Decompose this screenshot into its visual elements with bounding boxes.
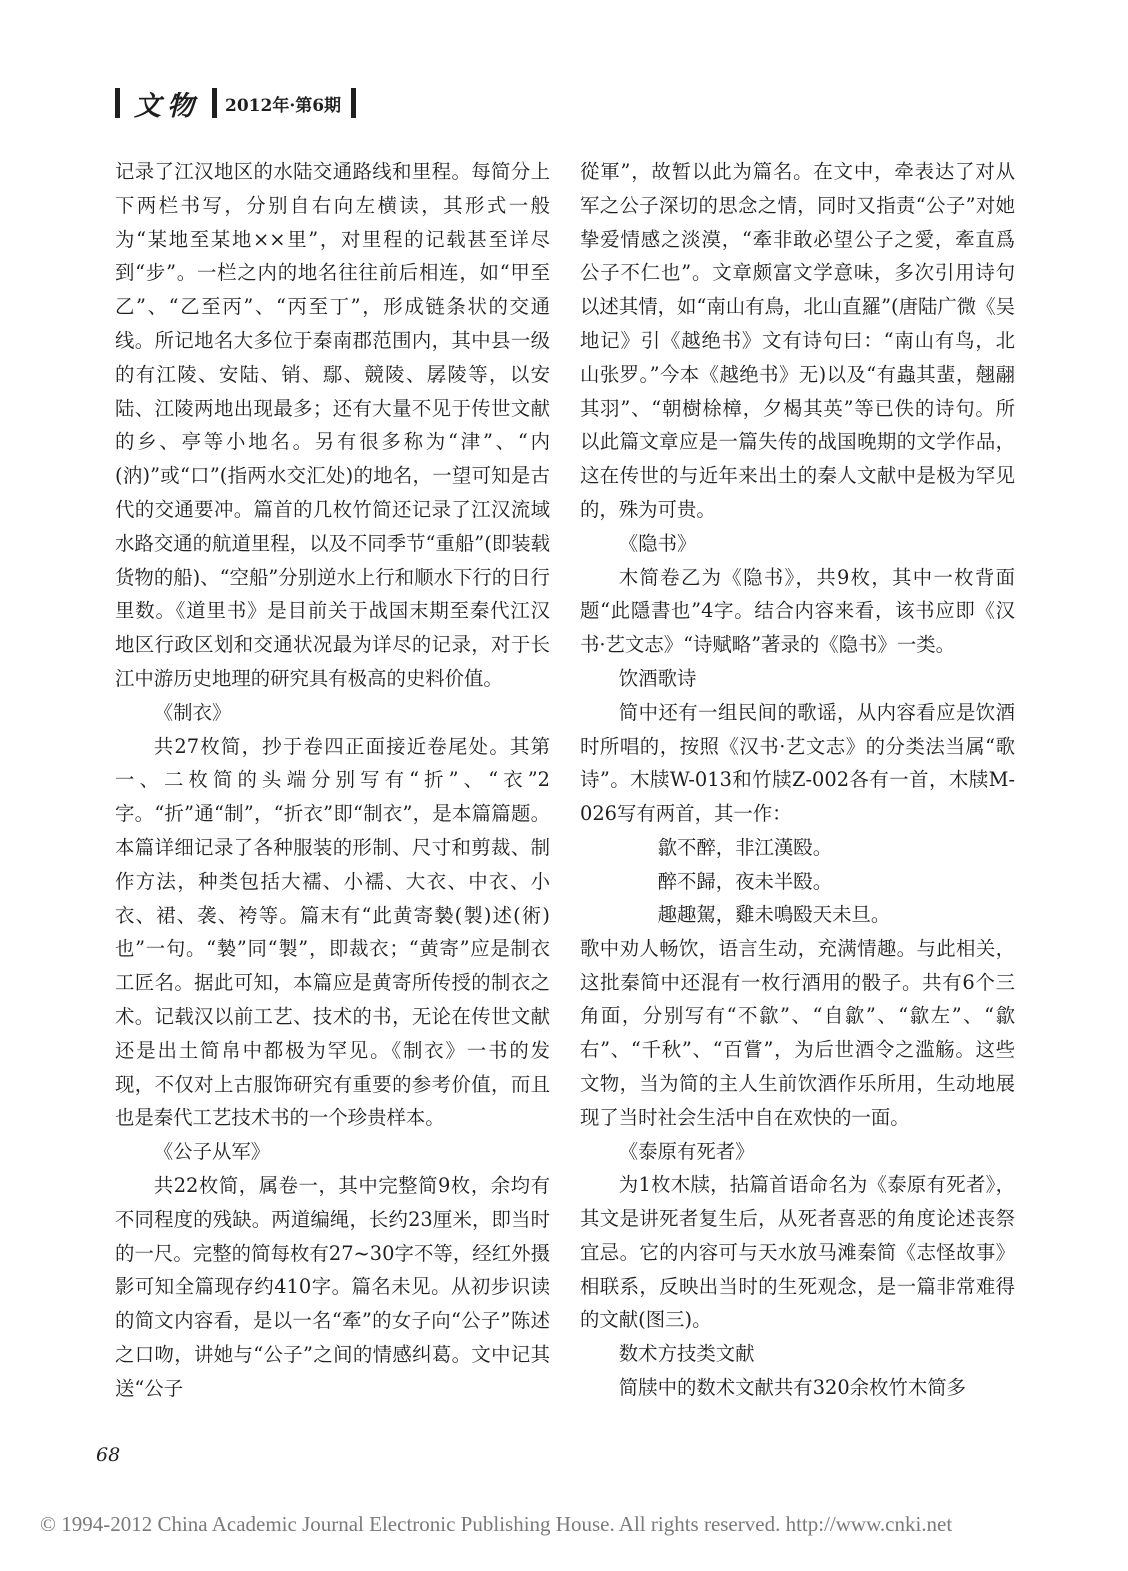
header-bar-right	[351, 88, 356, 118]
left-column	[115, 155, 550, 1405]
paragraph: 为1枚木牍，拈篇首语命名为《泰原有死者》，其文是讲死者复生后，从死者喜恶的角度论述丧祭宜忌。它的内容可与天水放马滩秦简《志怪故事》相联系，反映出当时的生死观念，是一篇非常难得的文献(图三)。	[580, 1173, 1015, 1332]
section-heading: 《公子从军》	[153, 1140, 271, 1164]
header-bar-left	[115, 88, 120, 118]
poem-line: 趣趣駕，雞未鳴殹天未旦。	[657, 903, 891, 927]
section-heading: 数术方技类文献	[618, 1342, 755, 1366]
journal-name: 文物	[134, 90, 200, 122]
poem-line: 歙不醉，非江漢殹。	[657, 835, 833, 859]
right-column	[580, 155, 1015, 1405]
header-bar-middle	[212, 88, 217, 118]
page-number: 68	[96, 1444, 121, 1466]
section-heading: 《隐书》	[618, 531, 697, 555]
section-heading: 《制衣》	[153, 700, 232, 724]
section-heading: 《泰原有死者》	[618, 1139, 755, 1163]
paragraph: 共22枚简，属卷一，其中完整简9枚，余均有不同程度的残缺。两道编绳，长约23厘米，即当时的一尺。完整的简每枚有27~30字不等，经红外摄影可知全篇现存约410字。篇名未见。从初步识读的简文内容看，是以一名“牽”的女子向“公子”陈述之口吻，讲她与“公子”之间的情感纠葛。文中记其送“公子	[115, 1173, 550, 1400]
paragraph: 共27枚简，抄于卷四正面接近卷尾处。其第一、二枚简的头端分别写有“折”、“衣”2字。“折”通“制”，“折衣”即“制衣”，是本篇篇题。本篇详细记录了各种服装的形制、尺寸和剪裁、制作方法，种类包括大襦、小襦、大衣、中衣、小衣、裙、袭、袴等。篇末有“此黄寄褺(製)述(術)也”一句。“褺”同“製”，即裁衣；“黄寄”应是制衣工匠名。据此可知，本篇应是黄寄所传授的制衣之术。记载汉以前工艺、技术的书，无论在传世文献还是出土简帛中都极为罕见。《制衣》一书的发现，不仅对上古服饰研究有重要的参考价值，而且也是秦代工艺技术书的一个珍贵样本。	[115, 734, 550, 1130]
paragraph: 木简卷乙为《隐书》，共9枚，其中一枚背面题“此隱書也”4字。结合内容来看，该书应即《汉书·艺文志》“诗赋略”著录的《隐书》一类。	[580, 565, 1015, 657]
section-heading: 饮酒歌诗	[618, 666, 697, 690]
paragraph: 從軍”，故暂以此为篇名。在文中，牵表达了对从军之公子深切的思念之情，同时又指责“公子”对她挚爱情感之淡漠，“牽非敢必望公子之愛，牽直爲公子不仁也”。文章颇富文学意味，多次引用诗句以述其情，如“南山有鳥，北山直羅”(唐陆广微《吴地记》引《越绝书》文有诗句曰：“南山有鸟，北山张罗。”今本《越绝书》无)以及“有蟲其蜚，翹翮其羽”、“朝樹梌樟，夕楬其英”等已佚的诗句。所以此篇文章应是一篇失传的战国晚期的文学作品，这在传世的与近年来出土的秦人文献中是极为罕见的，殊为可贵。	[580, 160, 1015, 521]
issue-label: 2012年·第6期	[225, 95, 342, 116]
running-header	[115, 86, 356, 120]
poem-line: 醉不歸，夜未半殹。	[657, 869, 833, 893]
paragraph: 记录了江汉地区的水陆交通路线和里程。每简分上下两栏书写，分别自右向左横读，其形式一般为“某地至某地××里”，对里程的记载甚至详尽到“步”。一栏之内的地名往往前后相连，如“甲至乙”、“乙至丙”、“丙至丁”，形成链条状的交通线。所记地名大多位于秦南郡范围内，其中县一级的有江陵、安陆、销、鄢、競陵、孱陵等，以安陆、江陵两地出现最多；还有大量不见于传世文献的乡、亭等小地名。另有很多称为“津”、“内(汭)”或“口”(指两水交汇处)的地名，一望可知是古代的交通要冲。篇首的几枚竹简还记录了江汉流域水路交通的航道里程，以及不同季节“重船”(即装载货物的船)、“空船”分别逆水上行和顺水下行的日行里数。《道里书》是目前关于战国末期至秦代江汉地区行政区划和交通状况最为详尽的记录，对于长江中游历史地理的研究具有极高的史料价值。	[115, 160, 550, 690]
paragraph: 简中还有一组民间的歌谣，从内容看应是饮酒时所唱的，按照《汉书·艺文志》的分类法当属“歌诗”。木牍W-013和竹牍Z-002各有一首，木牍M-026写有两首，其一作：	[580, 700, 1015, 826]
copyright-footer: © 1994-2012 China Academic Journal Electronic Publishing House. All rights reserved. http://www.cnki.net	[40, 1512, 953, 1536]
paragraph: 简牍中的数术文献共有320余枚竹木简多	[618, 1376, 967, 1400]
paragraph: 歌中劝人畅饮，语言生动，充满情趣。与此相关，这批秦简中还混有一枚行酒用的骰子。共有6个三角面，分别写有“不歙”、“自歙”、“歙左”、“歙右”、“千秋”、“百嘗”，为后世酒令之滥觞。这些文物，当为简的主人生前饮酒作乐所用，生动地展现了当时社会生活中自在欢快的一面。	[580, 936, 1015, 1129]
